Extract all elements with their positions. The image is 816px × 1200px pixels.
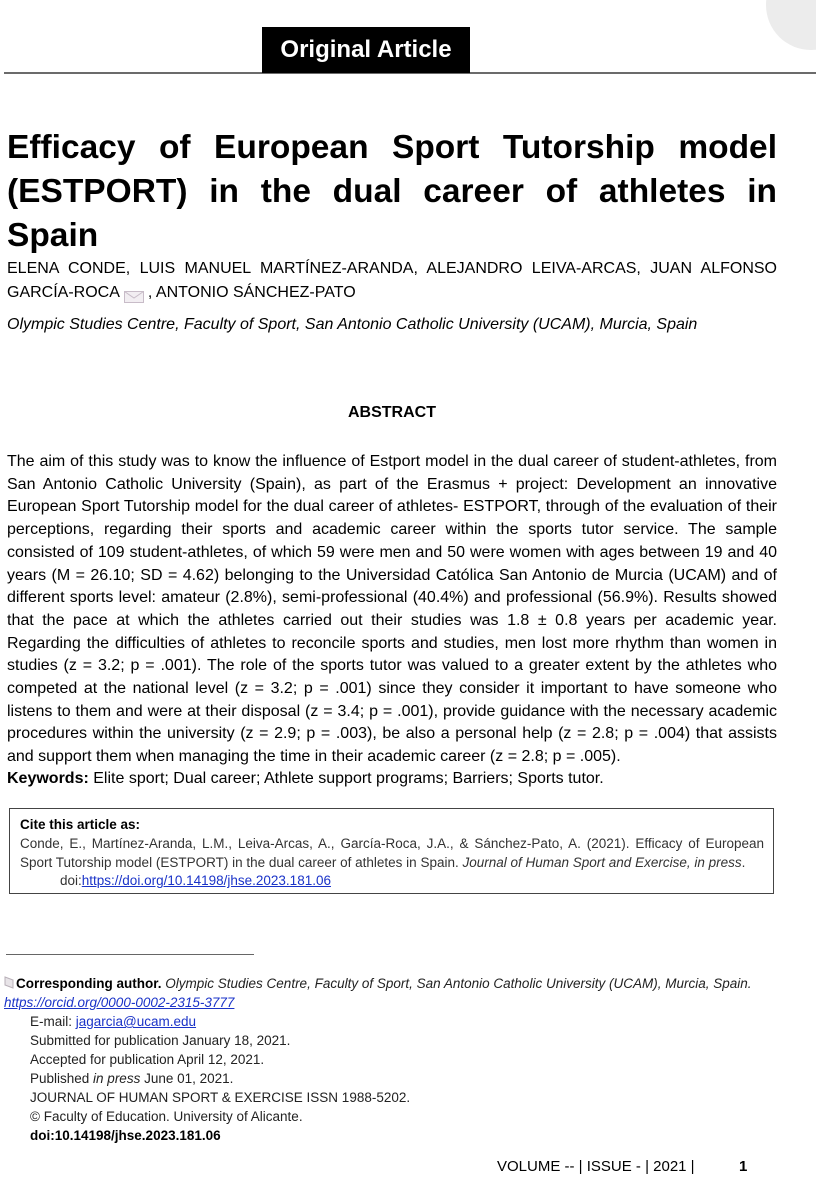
volume-issue: VOLUME -- | ISSUE - | 2021 | bbox=[497, 1158, 695, 1175]
email-label: E-mail: bbox=[30, 1014, 76, 1029]
published-date: June 01, 2021. bbox=[140, 1071, 234, 1086]
authors-text: ELENA CONDE, LUIS MANUEL MARTÍNEZ-ARANDA, ALEJANDRO LEIVA-ARCAS, JUAN ALFONSO GARCÍA-ROCA bbox=[7, 260, 777, 301]
article-type-label: Original Article bbox=[262, 27, 470, 73]
keywords-list: Elite sport; Dual career; Athlete support programs; Barriers; Sports tutor. bbox=[88, 770, 604, 787]
orcid-link[interactable]: https://orcid.org/0000-0002-2315-3777 bbox=[4, 995, 235, 1010]
citation-period: . bbox=[741, 854, 746, 870]
footnote-doi: doi:10.14198/jhse.2023.181.06 bbox=[30, 1128, 221, 1143]
authors-text-last: , ANTONIO SÁNCHEZ-PATO bbox=[147, 284, 356, 301]
email-link[interactable]: jagarcia@ucam.edu bbox=[75, 1014, 197, 1029]
citation-label: Cite this article as: bbox=[20, 817, 141, 832]
affiliation: Olympic Studies Centre, Faculty of Sport, San Antonio Catholic University (UCAM), Murcia, Spain bbox=[7, 316, 698, 333]
citation-doi-link[interactable]: https://doi.org/10.14198/jhse.2023.181.06 bbox=[81, 873, 331, 888]
journal-issn: JOURNAL OF HUMAN SPORT & EXERCISE ISSN 1988-5202. bbox=[30, 1090, 411, 1105]
published-line bbox=[4, 1069, 794, 1088]
citation-text bbox=[20, 835, 764, 891]
corresponding-author-line bbox=[4, 974, 794, 993]
corresponding-label: Corresponding author. bbox=[16, 976, 162, 991]
corresponding-text: Olympic Studies Centre, Faculty of Sport, San Antonio Catholic University (UCAM), Murcia, Spain. bbox=[161, 976, 752, 991]
article-title: Efficacy of European Sport Tutorship model (ESTPORT) in the dual career of athletes in Spain bbox=[7, 129, 777, 254]
envelope-icon[interactable] bbox=[124, 287, 144, 299]
submitted-date: Submitted for publication January 18, 2021. bbox=[30, 1033, 291, 1048]
accepted-date: Accepted for publication April 12, 2021. bbox=[30, 1052, 265, 1067]
citation-doi-prefix: doi: bbox=[60, 873, 82, 888]
keywords bbox=[7, 768, 787, 790]
footnote-rule bbox=[6, 954, 254, 955]
citation-journal: Journal of Human Sport and Exercise, in press bbox=[462, 854, 742, 870]
abstract-body: The aim of this study was to know the influence of Estport model in the dual career of student-athletes, from San Antonio Catholic University (Spain), as part of the Erasmus + project: Development an innovative European Sport Tutorship model for the dual career of athletes- ESTPORT, through of the evaluation of their perceptions, regarding their sports and academic career within the sports tutor service. The sample consisted of 109 student-athletes, of which 59 were men and 50 were women with ages between 19 and 40 years (M = 26.10; SD = 4.62) belonging to the Universidad Católica San Antonio de Murcia (UCAM) and of different sports level: amateur (2.8%), semi-professional (40.4%) and professional (56.9%). Results showed that the pace at which the athletes carried out their studies was 1.8 ± 0.8 years per academic year. Regarding the difficulties of athletes to reconcile sports and studies, men lost more rhythm than women in studies (z = 3.2; p = .001). The role of the sports tutor was valued to a greater extent by the athletes who competed at the national level (z = 3.2; p = .001) since they consider it important to have someone who listens to them and were at their disposal (z = 3.4; p = .001), provide guidance with the necessary academic procedures within the university (z = 2.9; p = .003), be also a personal help (z = 2.8; p = .004) that assists and support them when managing the time in their academic career (z = 2.8; p = .005). bbox=[7, 453, 777, 766]
citation-reference: Conde, E., Martínez-Aranda, L.M., Leiva-Arcas, A., García-Roca, J.A., & Sánchez-Pato, A. (2021). Efficacy of European Sport Tutorship model (ESTPORT) in the dual career of athletes in Spain. bbox=[20, 836, 764, 870]
envelope-icon bbox=[4, 975, 14, 988]
published-prefix: Published bbox=[30, 1071, 94, 1086]
citation-box bbox=[9, 808, 774, 894]
page-number: 1 bbox=[739, 1158, 748, 1175]
author-list bbox=[7, 257, 777, 305]
keywords-label: Keywords: bbox=[7, 770, 89, 787]
page-corner-shadow bbox=[766, 0, 816, 50]
abstract-heading: ABSTRACT bbox=[348, 404, 436, 421]
published-status: in press bbox=[93, 1071, 141, 1086]
copyright: © Faculty of Education. University of Alicante. bbox=[30, 1109, 303, 1124]
footnote bbox=[4, 974, 794, 1145]
